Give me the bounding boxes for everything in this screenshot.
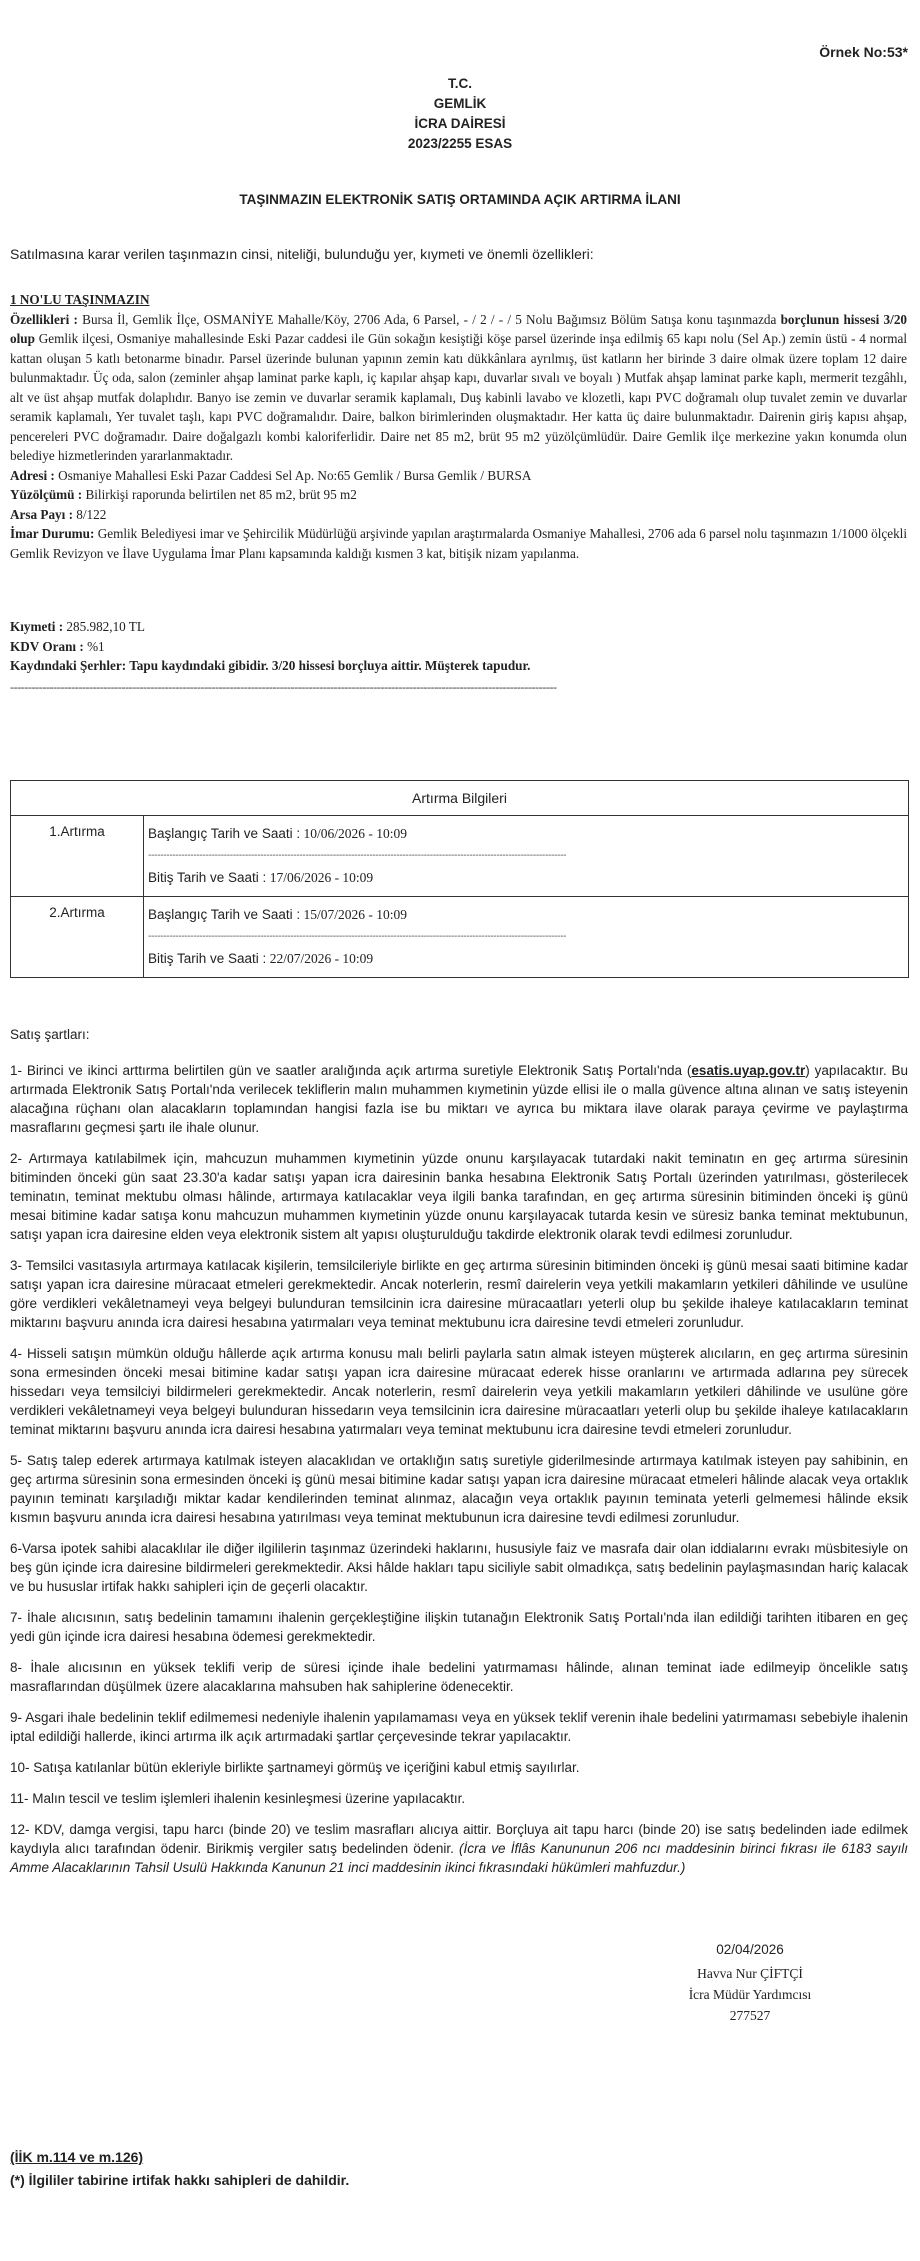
condition-11: 11- Malın tescil ve teslim işlemleri ihalenin kesinleşmesi üzerine yapılacaktır. <box>10 1791 466 1806</box>
property-address <box>10 466 907 486</box>
condition-8: 8- İhale alıcısının en yüksek teklifi verip de süresi içinde ihale bedelini yatırmaması hâlinde, alınan teminat iade edilmeyip öncelikle satış masraflarından düşülmek üzere alacaklarına mahsuben hak sahiplerine ödenecektir. <box>10 1660 908 1694</box>
footer-notes <box>10 2146 349 2192</box>
header-line-office: İCRA DAİRESİ <box>414 116 506 131</box>
law-reference: (İİK m.114 ve m.126) <box>10 2149 144 2165</box>
document-title: TAŞINMAZIN ELEKTRONİK SATIŞ ORTAMINDA AÇIK ARTIRMA İLANI <box>239 192 681 207</box>
property-annotations: Kaydındaki Şerhler: Tapu kaydındaki gibidir. 3/20 hissesi borçluya aittir. Müşterek tapudur. <box>10 658 531 673</box>
features-label: Özellikleri : <box>10 311 78 327</box>
value-label: Kıymeti : <box>10 619 64 634</box>
property-features <box>10 310 907 466</box>
property-zoning <box>10 524 907 563</box>
auction-label-1: 1.Artırma <box>11 816 144 897</box>
vat-label: KDV Oranı : <box>10 638 84 654</box>
features-text-b: Gemlik ilçesi, Osmaniye mahallesinde Eski Pazar caddesi ile Gün sokağın kesiştiği köşe parsel üzerinde inşa edilmiş 65 kapı nolu (Sel Ap.) zemin üstü - 4 normal kattan oluşan 5 katlı betonarme binadır. Parsel üzerinde bulunan yapının zemin katı dükkânlara ayrılmış, üst katların her birinde 3 daire olmak üzere toplam 12 daire bulunmaktadır. Üç oda, salon (zeminler ahşap laminat parke kaplı, iç kapılar ahşap kapı, duvarlar sıvalı ve boyalı ) Mutfak ahşap laminat parke kaplı, mermerit tezgâhlı, alt ve üst ahşap mutfak dolaplıdır. Banyo ise zemin ve duvarlar seramik kaplamalı, Duş kabinli lavabo ve klozetli, kapı PVC doğramalı olup tuvalet zemin ve duvarlar seramik kaplamalı, Yer tuvalet taşlı, kapı PVC doğramalıdır. Daire, balkon birimlerinden oluşmaktadır. Her katta üç daire bulunmaktadır. Dairenin giriş kapısı ahşap, pencereleri PVC doğramadır. Daire doğalgazlı kombi kaloriferlidir. Daire net 85 m2, brüt 95 m2 yüzölçümlüdür. Daire Gemlik ilçe merkezine yakın konumda olun belediye hizmetlerinden yararlanmaktadır. <box>10 331 907 463</box>
sample-number: Örnek No:53* <box>819 44 908 60</box>
condition-7: 7- İhale alıcısının, satış bedelinin tamamını ihalenin gerçekleştiğine ilişkin tutanağın Elektronik Satış Portalı'nda ilan edildiği tarihten itibaren en geç yedi gün içinde icra dairesi hesabına ödemesi gerekmektedir. <box>10 1610 908 1644</box>
condition-3: 3- Temsilci vasıtasıyla artırmaya katılacak kişilerin, temsilcileriyle birlikte en geç artırma süresinin bitiminden önceki iş günü mesai saati bitimine kadar satışı yapan icra dairesine müracaat etmeleri gerekmektedir. Ancak noterlerin, resmî dairelerin veya yetkili makamların yetkileri dâhilinde ve usulüne göre verdikleri vekâletnameyi veya belgeyi bulunduran temsilcinin icra dairesine müracaatları yeterli olup bu şekilde ihaleye katılacakların teminat miktarını başvuru anında icra dairesi hesabına yatırmaları veya teminat mektubunu icra dairesine tevdi etmeleri zorunludur. <box>10 1258 908 1330</box>
footnote: (*) İlgililer tabirine irtifak hakkı sahipleri de dahildir. <box>10 2172 350 2188</box>
address-value: Osmaniye Mahallesi Eski Pazar Caddesi Sel Ap. No:65 Gemlik / Bursa Gemlik / BURSA <box>54 467 532 483</box>
vat-value: %1 <box>83 638 105 654</box>
esatis-link[interactable]: esatis.uyap.gov.tr <box>691 1063 806 1078</box>
condition-2: 2- Artırmaya katılabilmek için, mahcuzun muhammen kıymetinin yüzde onunu karşılayacak tutardaki nakit teminatın en geç artırma süresinin bitiminden önceki gün saat 23.30'a kadar satışı yapan icra dairesinin banka hesabına Elektronik Satış Portalı üzerinden yatırılması, gösterilecek teminatın, teminat mektubu olması hâlinde, artırmaya katılacaklar veya ilgili banka tarafından, en geç artırma süresinin bitiminden önceki iş günü mesai bitimine kadar satışa konu mahcuzun muhammen kıymetinin yüzde onunu karşılayacak tutarda kesin ve süresiz banka teminat mektubunun, satışı yapan icra dairesine elden veya elektronik sistem alt yapısı oluşturulduğu takdirde elektronik olarak tevdi edilmesi zorunludur. <box>10 1151 908 1242</box>
condition-6: 6-Varsa ipotek sahibi alacaklılar ile diğer ilgililerin taşınmaz üzerindeki haklarını, hususiyle faiz ve masrafa dair olan iddialarını evrakı müsbitesiyle on beş gün içinde icra dairesine bildirmeleri gerekmektedir. Aksi hâlde hakları tapu siciliyle sabit olmadıkça, satış bedelinin paylaşmasından hariç kalacak ve bu hususlar irtifak hakkı sahipleri için de geçerli olacaktır. <box>10 1541 908 1594</box>
condition-4: 4- Hisseli satışın mümkün olduğu hâllerde açık artırma konusu malı belirli paylarla satın almak isteyen müşterek alıcıların, en geç artırma süresinin sona ermesinden önceki mesai bitimine kadar satışı yapan icra dairesine müracaat ederek hisse oranlarını ve artırmada adlarına pey sürecek hissedarı veya temsilciyi bildirmeleri gerekmektedir. Ancak noterlerin, resmî dairelerin veya yetkili makamların yetkileri dâhilinde ve usulüne göre verdikleri vekâletnameyi veya belgeyi bulunduran hissedarın veya temsilcinin icra dairesine müracaatları yeterli olup bu şekilde ihaleye katılacakların teminat miktarını başvuru anında icra dairesi hesabına yatırmaları veya teminat mektubunu icra dairesine tevdi etmeleri zorunludur. <box>10 1346 908 1437</box>
condition-5: 5- Satış talep ederek artırmaya katılmak isteyen alacaklıdan ve ortaklığın satış suretiyle giderilmesinde artırmaya katılmak isteyen pay sahibinin, en geç artırma süresinin sona ermesinden önceki iş günü mesai bitimine kadar satışı yapan icra dairesine müracaat etmeleri hâlinde alacak veya ortaklık payının teminatı karşıladığı miktar kadar kendilerinden teminat alınmaz, alacağın veya ortaklık payının teminata yeterli gelmemesi hâlinde eksik kısmın başvuru anında icra dairesi hesabına yatırılması veya teminat mektubunun icra dairesine tevdi edilmesi zorunludur. <box>10 1453 908 1525</box>
condition-9: 9- Asgari ihale bedelinin teklif edilmemesi nedeniyle ihalenin yapılamaması veya en yüksek teklif verenin ihale bedelini yatırmaması sebebiyle ihalenin iptal edildiği hallerde, ikinci artırma ilk açık artırmadaki şartlar çerçevesinde tekrar yapılacaktır. <box>10 1710 908 1744</box>
condition-12: 12- KDV, damga vergisi, tapu harcı (binde 20) ve teslim masrafları alıcıya aittir. Borçluya ait tapu harcı (binde 20) ise satış bedelinden iade edilmek kaydıyla alıcı tarafından ödenir. Birikmiş vergiler satış bedelinden ödenir. (İcra ve İflâs Kanununun 206 ncı maddesinin birinci fıkrası ile 6183 sayılı Amme Alacaklarının Tahsil Usulü Hakkında Kanunun 21 inci maddesinin ikinci fıkrasındaki hükümleri mahfuzdur.) <box>10 1822 908 1875</box>
valuation-section <box>10 617 907 676</box>
auction-start-2: Başlangıç Tarih ve Saati : 15/07/2026 - 10:09 <box>148 907 407 922</box>
auction-table-header: Artırma Bilgileri <box>11 781 909 816</box>
address-label: Adresi : <box>10 467 55 483</box>
header-line-tc: T.C. <box>447 76 472 91</box>
area-label: Yüzölçümü : <box>10 487 83 502</box>
auction-row-2 <box>11 897 909 978</box>
property-value <box>10 617 907 637</box>
property-area <box>10 485 907 505</box>
auction-end-1: Bitiş Tarih ve Saati : 17/06/2026 - 10:09 <box>148 870 374 885</box>
office-header <box>0 74 920 154</box>
condition-1: 1- Birinci ve ikinci arttırma belirtilen gün ve saatler aralığında açık artırma suretiyle Elektronik Satış Portalı'nda (esatis.uyap.gov.tr) yapılacaktır. Bu artırmada Elektronik Satış Portalı'nda verilecek tekliflerin malın muhammen kıymetinin yüzde ellisi ile o malla güvence altına alınan ve satış isteyenin alacağına rüçhanı olan alacakların toplamından hangisi fazla ise bu miktarı ve ayrıca bu miktara ilave olarak paraya çevirme ve paylaştırma masraflarını geçmesi şartı ile ihale olunur. <box>10 1063 908 1135</box>
intro-text: Satılmasına karar verilen taşınmazın cinsi, niteliği, bulunduğu yer, kıymeti ve önemli özellikleri: <box>10 246 594 262</box>
condition-12-legal-note: (İcra ve İflâs Kanununun 206 ncı maddesinin birinci fıkrası ile 6183 sayılı Amme Alacaklarının Tahsil Usulü Hakkında Kanunun 21 inci maddesinin ikinci fıkrasındaki hükümleri mahfuzdur.) <box>10 1841 908 1875</box>
signatory-name: Havva Nur ÇİFTÇİ <box>697 1966 803 1981</box>
share-label: Arsa Payı : <box>10 506 73 522</box>
condition-10: 10- Satışa katılanlar bütün ekleriyle birlikte şartnameyi görmüş ve içeriğini kabul etmiş sayılırlar. <box>10 1760 580 1775</box>
auction-label-2: 2.Artırma <box>11 897 144 978</box>
sale-conditions <box>10 1025 908 1889</box>
auction-divider-2: ------------------------------------------------------------------------------------------------------------------------------------------ <box>148 931 567 942</box>
signatory-number: 277527 <box>729 2008 771 2023</box>
auction-divider-1: ------------------------------------------------------------------------------------------------------------------------------------------ <box>148 850 567 861</box>
auction-start-1: Başlangıç Tarih ve Saati : 10/06/2026 - 10:09 <box>148 826 407 841</box>
conditions-label: Satış şartları: <box>10 1027 90 1042</box>
signature-date: 02/04/2026 <box>716 1942 784 1957</box>
auction-end-2: Bitiş Tarih ve Saati : 22/07/2026 - 10:09 <box>148 951 374 966</box>
auction-table <box>10 780 909 978</box>
header-line-case-no: 2023/2255 ESAS <box>407 136 513 151</box>
separator-line: -------------------------------------------------------------------------------------------------------------------------------------------------------- <box>10 680 557 694</box>
signatory-role: İcra Müdür Yardımcısı <box>688 1987 812 2002</box>
property-section <box>10 290 907 563</box>
auction-row-1 <box>11 816 909 897</box>
zoning-label: İmar Durumu: <box>10 526 95 541</box>
zoning-value: Gemlik Belediyesi imar ve Şehircilik Müdürlüğü arşivinde yapılan araştırmalarda Osmaniye Mahallesi, 2706 ada 6 parsel nolu taşınmazın 1/1000 ölçekli Gemlik Revizyon ve İlave Uygulama İmar Planı kapsamında kaldığı kısmen 3 kat, bitişik nizam yapılanma. <box>10 526 907 561</box>
value-amount: 285.982,10 TL <box>63 619 145 634</box>
property-share <box>10 505 907 525</box>
share-value: 8/122 <box>73 506 107 522</box>
area-value: Bilirkişi raporunda belirtilen net 85 m2, brüt 95 m2 <box>82 487 357 502</box>
features-text-a: Bursa İl, Gemlik İlçe, OSMANİYE Mahalle/Köy, 2706 Ada, 6 Parsel, - / 2 / - / 5 Nolu Bağımsız Bölüm Satışa konu taşınmazda <box>77 311 781 327</box>
property-heading: 1 NO'LU TAŞINMAZIN <box>10 292 150 307</box>
property-vat <box>10 637 907 657</box>
features-bold: borçlunun hissesi 3/20 olup <box>10 311 908 346</box>
header-line-district: GEMLİK <box>433 96 487 111</box>
signature-block <box>640 1942 860 2026</box>
